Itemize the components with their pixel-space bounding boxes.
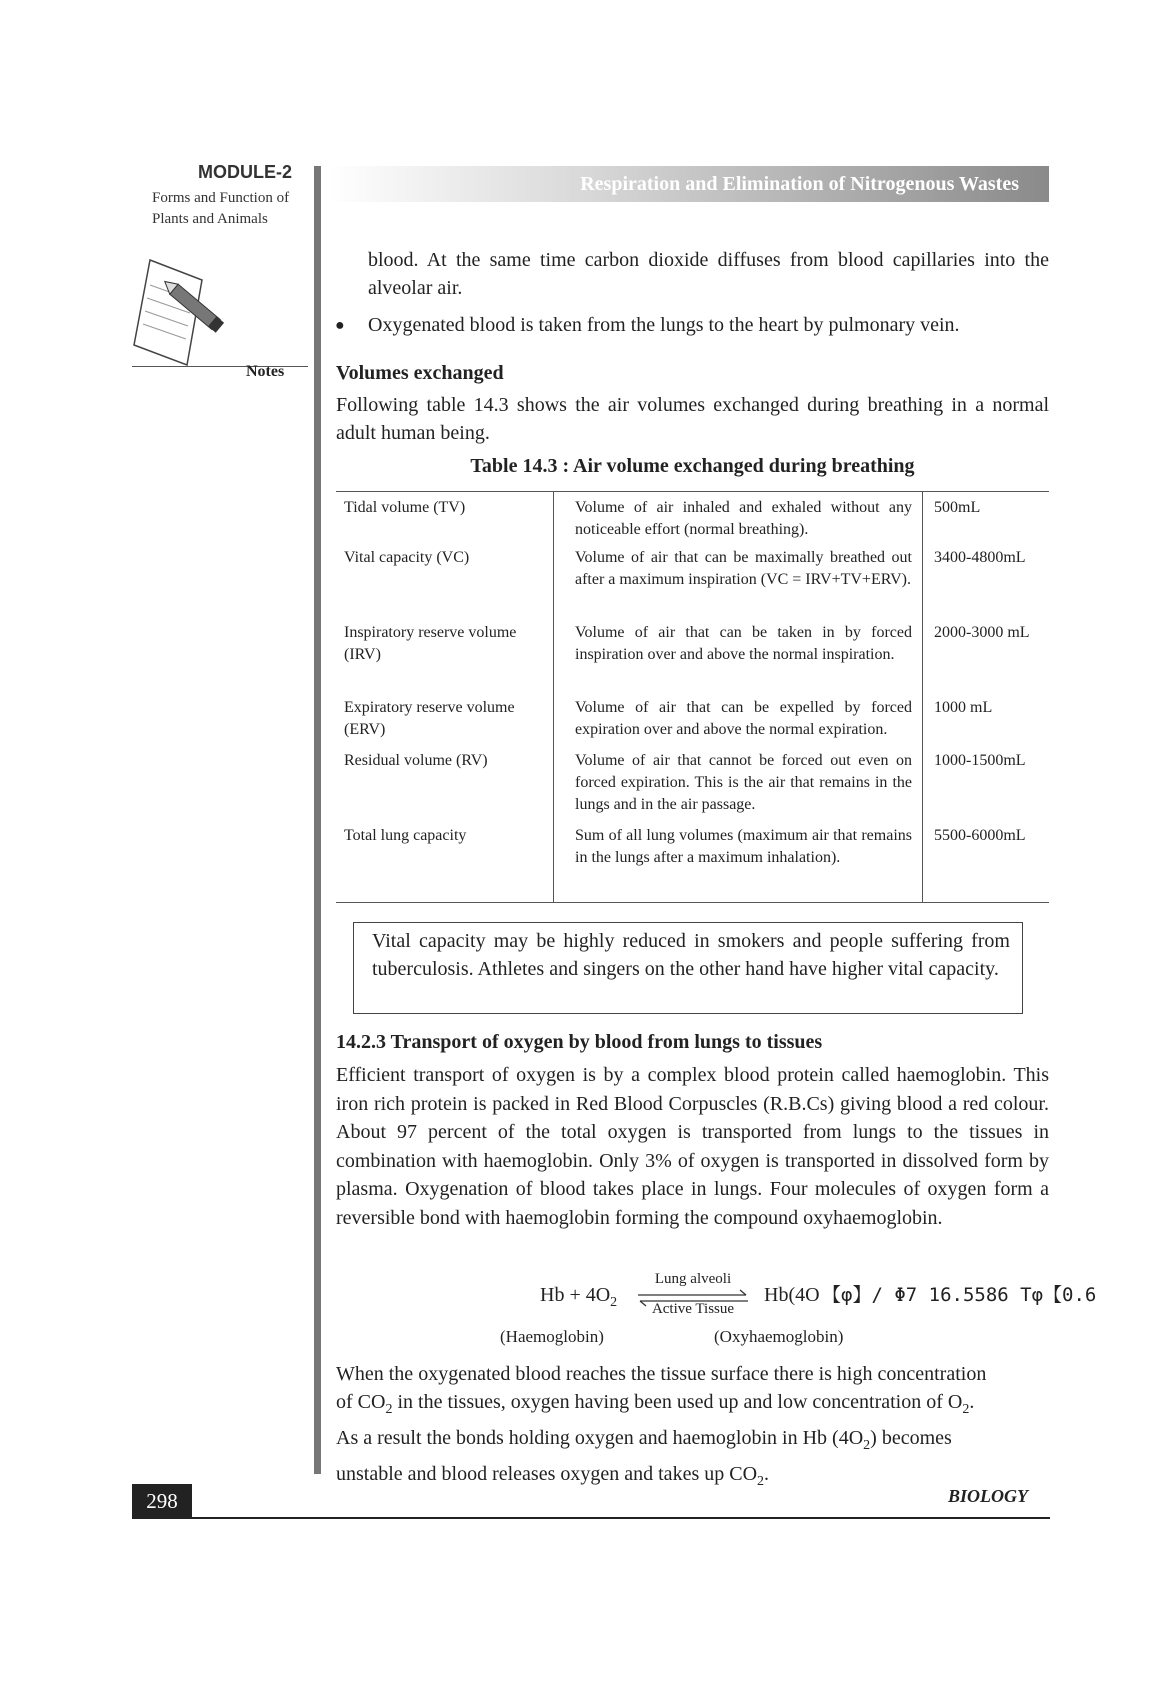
equation-o2-subscript: 2: [610, 1295, 618, 1310]
row-desc: Sum of all lung volumes (maximum air that remains in the lungs after a maximum inhalation).: [575, 827, 912, 866]
footer-rule: [132, 1517, 1050, 1519]
volumes-paragraph: Following table 14.3 shows the air volumes exchanged during breathing in a normal adult human being.: [336, 394, 1049, 444]
row-name: Total lung capacity: [344, 827, 467, 844]
transport-paragraph: Efficient transport of oxygen is by a complex blood protein called haemoglobin. This iron rich protein is packed in Red Blood Corpuscles (R.B.Cs) giving blood a red colour. About 97 percent of the total oxygen is transported from lungs to the tissues in combination with haemoglobin. Only 3% of oxygen is transported in dissolved form by plasma. Oxygenation of blood takes place in lungs. Four molecules of oxygen form a reversible bond with haemoglobin forming the compound oxyhaemoglobin.: [336, 1064, 1049, 1229]
equation-garbled-text: 【φ】/ Φ7 16.5586 Tφ【0.6: [822, 1284, 1097, 1306]
arrow-label-bottom: Active Tissue: [651, 1301, 735, 1317]
equation-product: Hb(4O: [764, 1284, 820, 1306]
note-box: [353, 922, 1023, 1014]
table-row: [336, 619, 1049, 694]
margin-bar: [314, 166, 321, 1474]
row-desc: Volume of air that cannot be forced out even on forced expiration. This is the air that remains in the lungs and in the air passage.: [575, 752, 912, 813]
equation-left: [540, 1281, 617, 1317]
label-oxyhaemoglobin: (Oxyhaemoglobin): [714, 1327, 844, 1346]
row-value: 500mL: [934, 499, 981, 516]
table-row: [336, 694, 1049, 747]
table-bottom-rule: [336, 902, 1049, 903]
chapter-title: Respiration and Elimination of Nitrogenous Wastes: [580, 173, 1019, 195]
continuation-paragraph: blood. At the same time carbon dioxide diffuses from blood capillaries into the alveolar air.: [368, 249, 1049, 299]
row-name: Residual volume (RV): [344, 752, 488, 769]
row-desc: Volume of air that can be maximally breathed out after a maximum inspiration (VC = IRV+TV+ERV).: [575, 549, 912, 588]
row-desc: Volume of air inhaled and exhaled without any noticeable effort (normal breathing).: [575, 499, 912, 538]
conclusion-line-2: of $CO_2$ in the tissues, oxygen having been used up and low concentration of $O_2$.: [336, 1391, 975, 1417]
row-value: 5500-6000mL: [934, 827, 1026, 844]
air-volume-table: [336, 491, 1049, 872]
row-name: Expiratory reserve volume (ERV): [344, 699, 515, 738]
conclusion-line-4: unstable and blood releases oxygen and takes up $CO_2$.: [336, 1463, 770, 1489]
note-box-text: Vital capacity may be highly reduced in smokers and people suffering from tuberculosis. Athletes and singers on the other hand have higher vital capacity.: [372, 930, 1010, 980]
table-row: [336, 544, 1049, 619]
row-name: Inspiratory reserve volume (IRV): [344, 624, 517, 663]
table-row: [336, 822, 1049, 872]
conclusion-paragraph: [336, 1360, 1049, 1496]
subject-label: BIOLOGY: [948, 1486, 1028, 1506]
row-name: Vital capacity (VC): [344, 549, 470, 566]
table-title: Table 14.3 : Air volume exchanged during breathing: [470, 455, 915, 477]
bullet-text: Oxygenated blood is taken from the lungs to the heart by pulmonary vein.: [368, 314, 960, 336]
label-haemoglobin: (Haemoglobin): [500, 1327, 604, 1346]
row-value: 1000-1500mL: [934, 752, 1026, 769]
module-subtitle: Forms and Function of Plants and Animals: [152, 190, 290, 227]
volumes-heading: Volumes exchanged: [336, 362, 504, 384]
notes-label: Notes: [246, 363, 285, 380]
table-row: [336, 491, 1049, 544]
row-value: 2000-3000 mL: [934, 624, 1030, 641]
row-desc: Volume of air that can be expelled by forced expiration over and above the normal expiration.: [575, 699, 912, 738]
notepad-pencil-icon: [132, 250, 242, 370]
row-value: 3400-4800mL: [934, 549, 1026, 566]
conclusion-line-3: As a result the bonds holding oxygen and haemoglobin in Hb $(4O_2)$ becomes: [336, 1427, 952, 1453]
row-value: 1000 mL: [934, 699, 993, 716]
row-name: Tidal volume (TV): [344, 499, 466, 516]
bullet-icon: ●: [335, 317, 345, 334]
equation-reactants: Hb + 4O: [540, 1284, 611, 1306]
arrow-label-top: Lung alveoli: [654, 1271, 732, 1287]
table-row: [336, 747, 1049, 822]
conclusion-line-1: When the oxygenated blood reaches the tissue surface there is high concentration: [336, 1363, 987, 1385]
row-desc: Volume of air that can be taken in by forced inspiration over and above the normal inspiration.: [575, 624, 912, 663]
page-number: 298: [132, 1484, 192, 1518]
transport-heading: 14.2.3 Transport of oxygen by blood from lungs to tissues: [336, 1031, 823, 1053]
module-label: MODULE-2: [198, 162, 292, 182]
